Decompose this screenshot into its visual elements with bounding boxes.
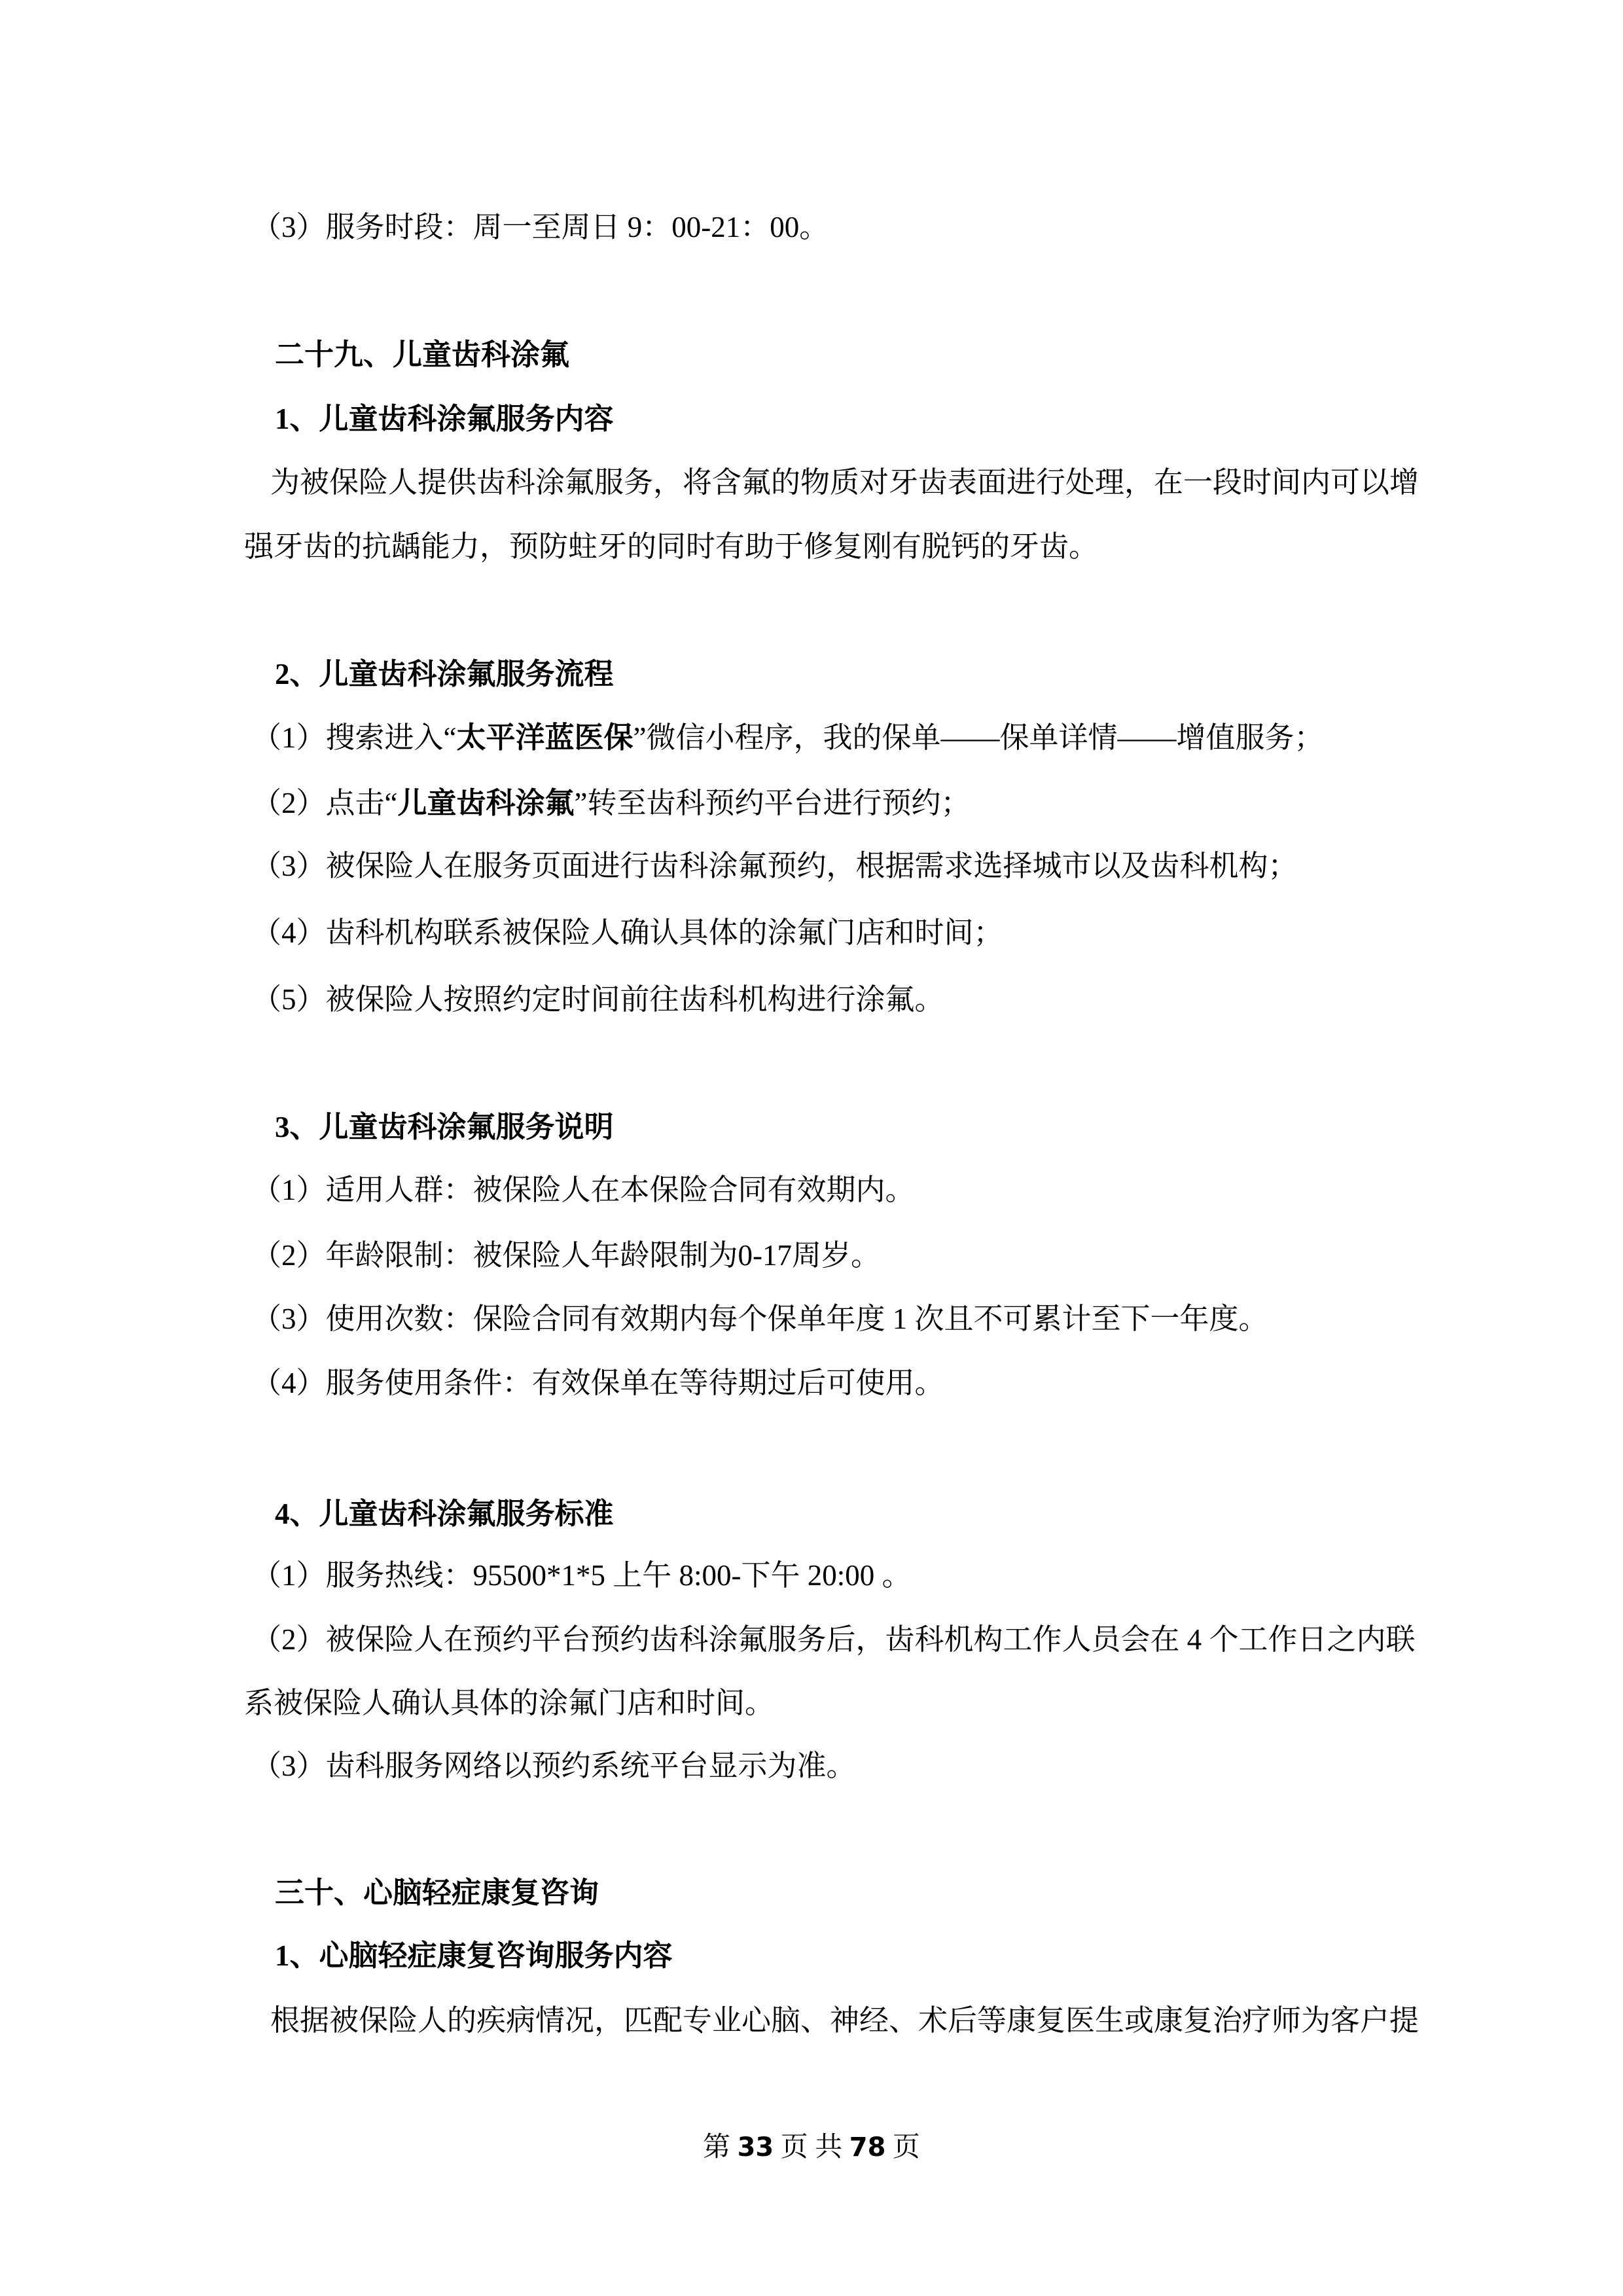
section-29-sub2-heading: 2、儿童齿科涂氟服务流程 [275, 658, 614, 691]
list-item-flow-2 [252, 784, 970, 822]
list-item-flow-5: （5）被保险人按照约定时间前往齿科机构进行涂氟。 [252, 983, 944, 1016]
footer-page-number: 33 [737, 2132, 774, 2162]
paragraph-line: 强牙齿的抗龋能力，预防蛀牙的同时有助于修复刚有脱钙的牙齿。 [244, 530, 1099, 563]
section-29-sub4-heading: 4、儿童齿科涂氟服务标准 [275, 1498, 614, 1530]
list-item-text: ”转至齿科预约平台进行预约； [574, 787, 971, 819]
paragraph-line: 为被保险人提供齿科涂氟服务，将含氟的物质对牙齿表面进行处理，在一段时间内可以增 [270, 466, 1419, 499]
list-item-standard-3: （3）齿科服务网络以预约系统平台显示为准。 [252, 1749, 856, 1782]
list-item-standard-2-continuation: 系被保险人确认具体的涂氟门店和时间。 [244, 1687, 775, 1719]
list-item-text: （1）搜索进入“ [252, 721, 457, 754]
footer-total-pages: 78 [849, 2132, 886, 2162]
footer-text: 页 共 [774, 2132, 849, 2162]
service-name-emphasis: 儿童齿科涂氟 [397, 787, 575, 819]
list-item-note-2: （2）年龄限制：被保险人年龄限制为0-17周岁。 [252, 1239, 880, 1272]
section-30-heading: 三十、心脑轻症康复咨询 [275, 1876, 599, 1909]
list-item-text: ”微信小程序，我的保单——保单详情——增值服务； [633, 721, 1324, 754]
footer-text: 页 [885, 2132, 920, 2162]
list-item-flow-1 [252, 719, 1323, 757]
page-footer [0, 2131, 1623, 2164]
list-item-note-1: （1）适用人群：被保险人在本保险合同有效期内。 [252, 1174, 915, 1206]
brand-name-emphasis: 太平洋蓝医保 [456, 721, 633, 754]
list-item-flow-3: （3）被保险人在服务页面进行齿科涂氟预约，根据需求选择城市以及齿科机构； [252, 850, 1298, 882]
list-item-note-4: （4）服务使用条件：有效保单在等待期过后可使用。 [252, 1367, 944, 1399]
section-29-heading: 二十九、儿童齿科涂氟 [275, 338, 570, 371]
list-item-service-time: （3）服务时段：周一至周日 9：00-21：00。 [252, 211, 829, 243]
paragraph-line: 根据被保险人的疾病情况，匹配专业心脑、神经、术后等康复医生或康复治疗师为客户提 [270, 2004, 1419, 2037]
list-item-standard-1: （1）服务热线：95500*1*5 上午 8:00-下午 20:00 。 [252, 1559, 912, 1592]
footer-text: 第 [703, 2132, 738, 2162]
section-29-sub1-heading: 1、儿童齿科涂氟服务内容 [275, 403, 614, 435]
list-item-flow-4: （4）齿科机构联系被保险人确认具体的涂氟门店和时间； [252, 916, 1003, 949]
list-item-note-3: （3）使用次数：保险合同有效期内每个保单年度 1 次且不可累计至下一年度。 [252, 1302, 1268, 1335]
list-item-text: （2）点击“ [252, 787, 398, 819]
list-item-standard-2: （2）被保险人在预约平台预约齿科涂氟服务后，齿科机构工作人员会在 4 个工作日之内联 [252, 1623, 1416, 1656]
section-29-sub3-heading: 3、儿童齿科涂氟服务说明 [275, 1111, 614, 1143]
section-30-sub1-heading: 1、心脑轻症康复咨询服务内容 [275, 1939, 673, 1972]
